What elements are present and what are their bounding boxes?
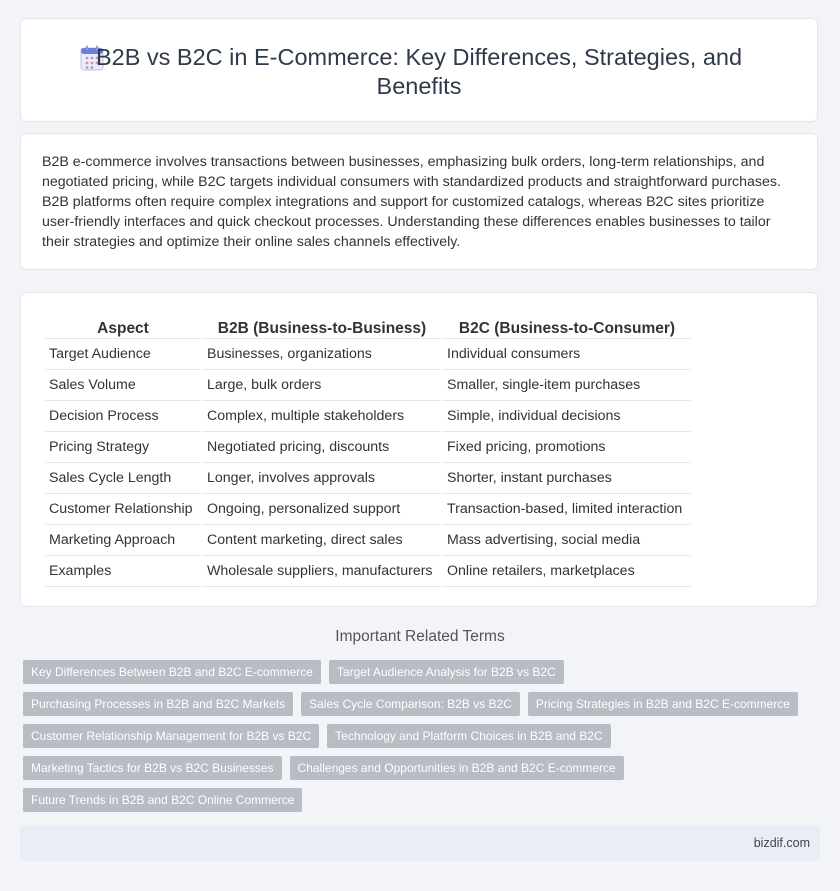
- related-terms-heading: Important Related Terms: [335, 628, 505, 645]
- table-cell: Sales Cycle Length: [45, 463, 201, 494]
- table-cell: Ongoing, personalized support: [203, 494, 441, 525]
- table-row: [45, 463, 691, 494]
- table-cell: Simple, individual decisions: [443, 401, 691, 432]
- table-cell: Complex, multiple stakeholders: [203, 401, 441, 432]
- table-cell: Pricing Strategy: [45, 432, 201, 463]
- table-cell: Examples: [45, 556, 201, 587]
- related-term-tag[interactable]: Key Differences Between B2B and B2C E-commerce: [23, 660, 321, 684]
- column-header-b2b: B2B (Business-to-Business): [203, 313, 441, 339]
- table-cell: Online retailers, marketplaces: [443, 556, 691, 587]
- related-term-tag[interactable]: Future Trends in B2B and B2C Online Commerce: [23, 788, 302, 812]
- table-cell: Fixed pricing, promotions: [443, 432, 691, 463]
- table-row: [45, 432, 691, 463]
- related-term-tag[interactable]: Challenges and Opportunities in B2B and B2C E-commerce: [290, 756, 624, 780]
- table-row: [45, 525, 691, 556]
- column-header-aspect: Aspect: [45, 313, 201, 339]
- table-cell: Customer Relationship: [45, 494, 201, 525]
- related-term-tag[interactable]: Target Audience Analysis for B2B vs B2C: [329, 660, 564, 684]
- table-cell: Businesses, organizations: [203, 339, 441, 370]
- intro-paragraph: B2B e-commerce involves transactions between businesses, emphasizing bulk orders, long-term relationships, and negotiated pricing, while B2C targets individual consumers with standardized products and straightforward purchases. B2B platforms often require complex integrations and support for customized catalogs, whereas B2C sites prioritize user-friendly interfaces and quick checkout processes. Understanding these differences enables businesses to tailor their strategies and optimize their online sales channels effectively.: [42, 154, 781, 250]
- table-cell: Sales Volume: [45, 370, 201, 401]
- related-term-tag[interactable]: Pricing Strategies in B2B and B2C E-commerce: [528, 692, 798, 716]
- table-cell: Large, bulk orders: [203, 370, 441, 401]
- page-title: B2B vs B2C in E-Commerce: Key Differences, Strategies, and Benefits: [95, 44, 743, 99]
- column-header-b2c: B2C (Business-to-Consumer): [443, 313, 691, 339]
- related-term-tag[interactable]: Sales Cycle Comparison: B2B vs B2C: [301, 692, 520, 716]
- table-row: [45, 339, 691, 370]
- table-cell: Mass advertising, social media: [443, 525, 691, 556]
- related-term-tag[interactable]: Marketing Tactics for B2B vs B2C Businesses: [23, 756, 282, 780]
- table-cell: Marketing Approach: [45, 525, 201, 556]
- table-cell: Negotiated pricing, discounts: [203, 432, 441, 463]
- table-row: [45, 556, 691, 587]
- footer-site-link[interactable]: bizdif.com: [753, 836, 810, 850]
- header-card: [20, 18, 818, 122]
- comparison-table-card: [20, 292, 818, 607]
- table-cell: Transaction-based, limited interaction: [443, 494, 691, 525]
- table-cell: Content marketing, direct sales: [203, 525, 441, 556]
- intro-card: [20, 133, 818, 270]
- table-row: [45, 494, 691, 525]
- table-cell: Target Audience: [45, 339, 201, 370]
- table-header-row: [45, 313, 691, 339]
- footer: [20, 826, 820, 861]
- table-cell: Decision Process: [45, 401, 201, 432]
- related-term-tag[interactable]: Technology and Platform Choices in B2B and B2C: [327, 724, 611, 748]
- related-term-tag[interactable]: Purchasing Processes in B2B and B2C Markets: [23, 692, 293, 716]
- comparison-table: [43, 313, 693, 587]
- table-cell: Longer, involves approvals: [203, 463, 441, 494]
- table-cell: Shorter, instant purchases: [443, 463, 691, 494]
- table-cell: Wholesale suppliers, manufacturers: [203, 556, 441, 587]
- table-cell: Smaller, single-item purchases: [443, 370, 691, 401]
- table-row: [45, 370, 691, 401]
- table-cell: Individual consumers: [443, 339, 691, 370]
- related-terms-list: [23, 660, 813, 812]
- table-row: [45, 401, 691, 432]
- related-term-tag[interactable]: Customer Relationship Management for B2B vs B2C: [23, 724, 319, 748]
